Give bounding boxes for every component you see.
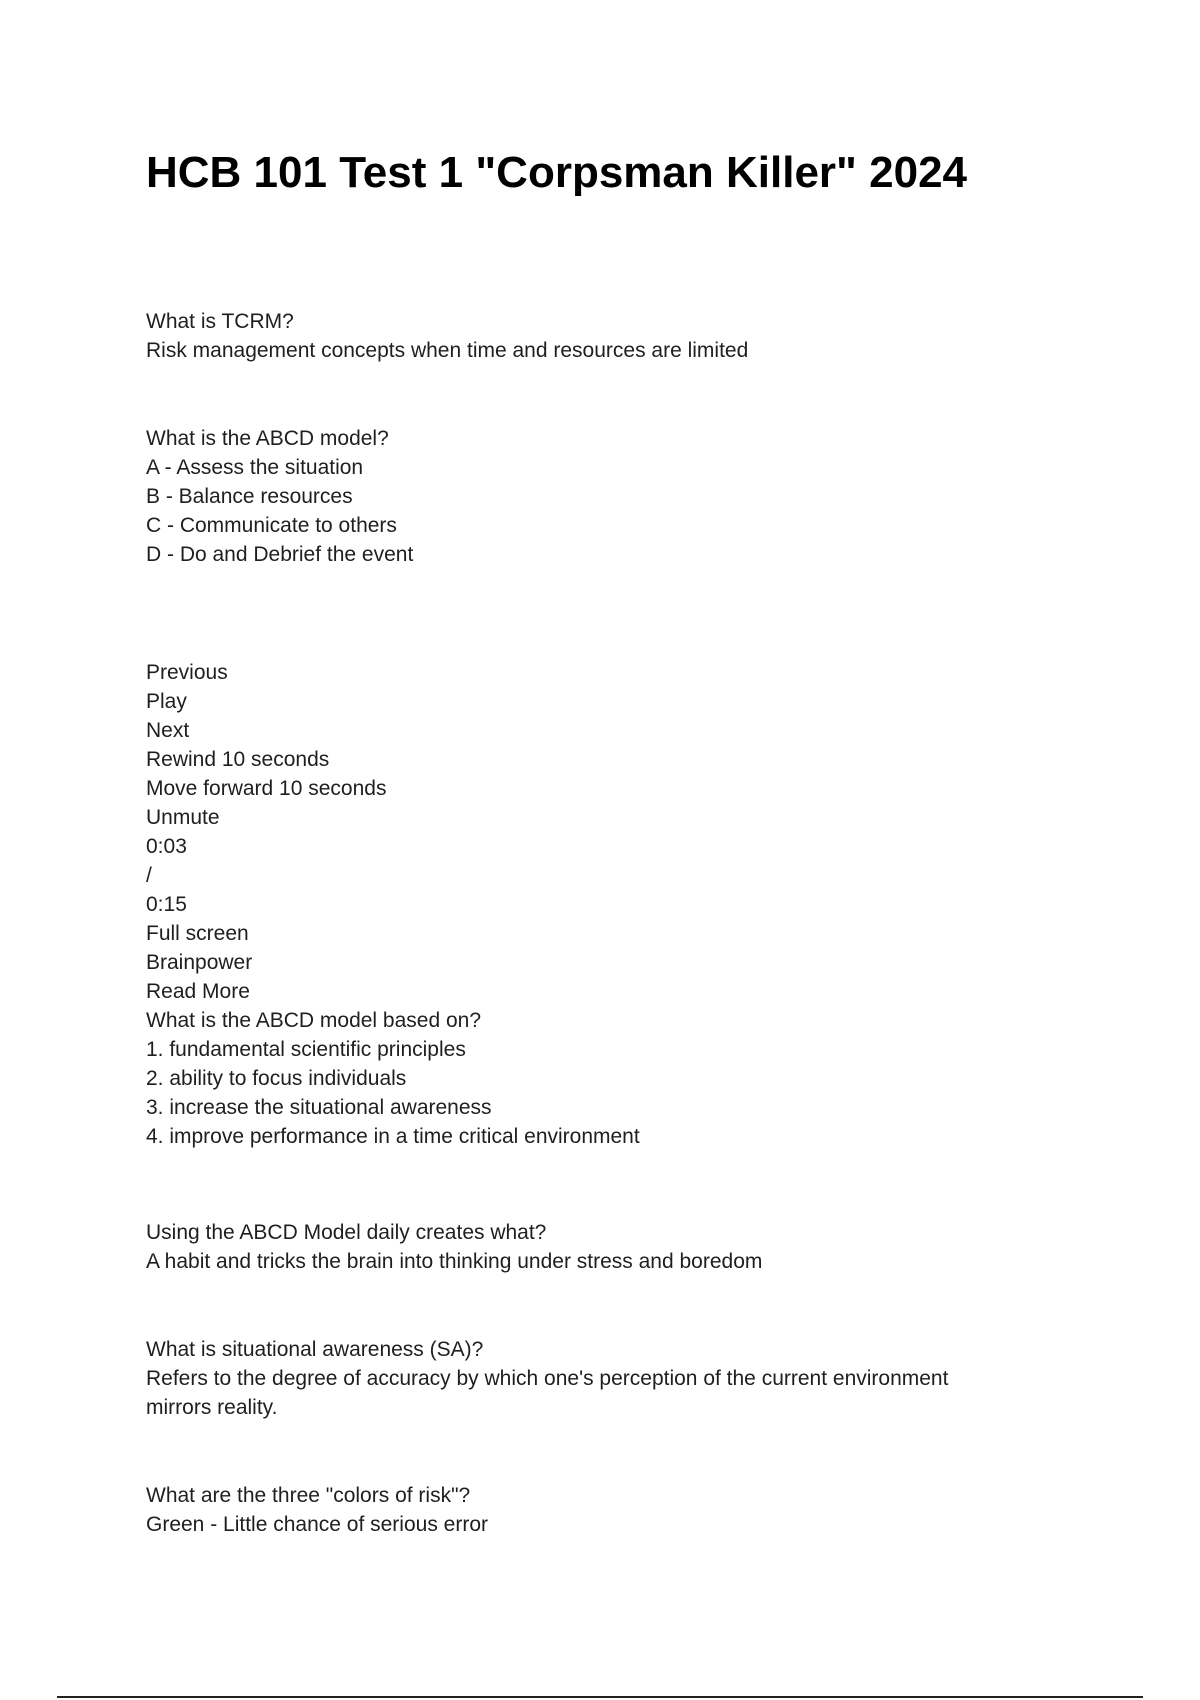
answer-text: Risk management concepts when time and resources are limited — [146, 339, 749, 362]
forward-label: Move forward 10 seconds — [146, 777, 387, 800]
question-text: What is TCRM? — [146, 310, 294, 333]
qa-block-situational-awareness — [146, 1335, 1046, 1422]
answer-text: 1. fundamental scientific principles — [146, 1038, 466, 1061]
qa-block-tcrm — [146, 307, 1046, 365]
document-title: HCB 101 Test 1 "Corpsman Killer" 2024 — [146, 148, 968, 197]
time-separator: / — [146, 864, 152, 887]
answer-text: B - Balance resources — [146, 485, 353, 508]
next-label: Next — [146, 719, 190, 742]
brainpower-label: Brainpower — [146, 951, 253, 974]
answer-text: Green - Little chance of serious error — [146, 1513, 488, 1536]
answer-text: 4. improve performance in a time critical environment — [146, 1125, 640, 1148]
question-text: What is the ABCD model based on? — [146, 1009, 482, 1032]
play-label: Play — [146, 690, 187, 713]
answer-text: C - Communicate to others — [146, 514, 397, 537]
total-time: 0:15 — [146, 893, 187, 916]
previous-label: Previous — [146, 661, 228, 684]
media-player-text-block — [146, 658, 1046, 1151]
question-text: Using the ABCD Model daily creates what? — [146, 1221, 547, 1244]
qa-block-abcd-daily — [146, 1218, 1046, 1276]
answer-text: Refers to the degree of accuracy by which one's perception of the current environment — [146, 1367, 949, 1390]
answer-text: 3. increase the situational awareness — [146, 1096, 492, 1119]
current-time: 0:03 — [146, 835, 187, 858]
read-more-label: Read More — [146, 980, 250, 1003]
question-text: What is situational awareness (SA)? — [146, 1338, 484, 1361]
answer-text: D - Do and Debrief the event — [146, 543, 414, 566]
unmute-label: Unmute — [146, 806, 220, 829]
answer-text: 2. ability to focus individuals — [146, 1067, 407, 1090]
answer-text: A habit and tricks the brain into thinking under stress and boredom — [146, 1250, 763, 1273]
answer-text: mirrors reality. — [146, 1396, 278, 1419]
question-text: What are the three "colors of risk"? — [146, 1484, 471, 1507]
question-text: What is the ABCD model? — [146, 427, 389, 450]
rewind-label: Rewind 10 seconds — [146, 748, 330, 771]
full-screen-label: Full screen — [146, 922, 249, 945]
answer-text: A - Assess the situation — [146, 456, 364, 479]
page-bottom-divider — [57, 1696, 1143, 1698]
qa-block-abcd-model — [146, 424, 1046, 569]
qa-block-colors-of-risk — [146, 1481, 1046, 1539]
